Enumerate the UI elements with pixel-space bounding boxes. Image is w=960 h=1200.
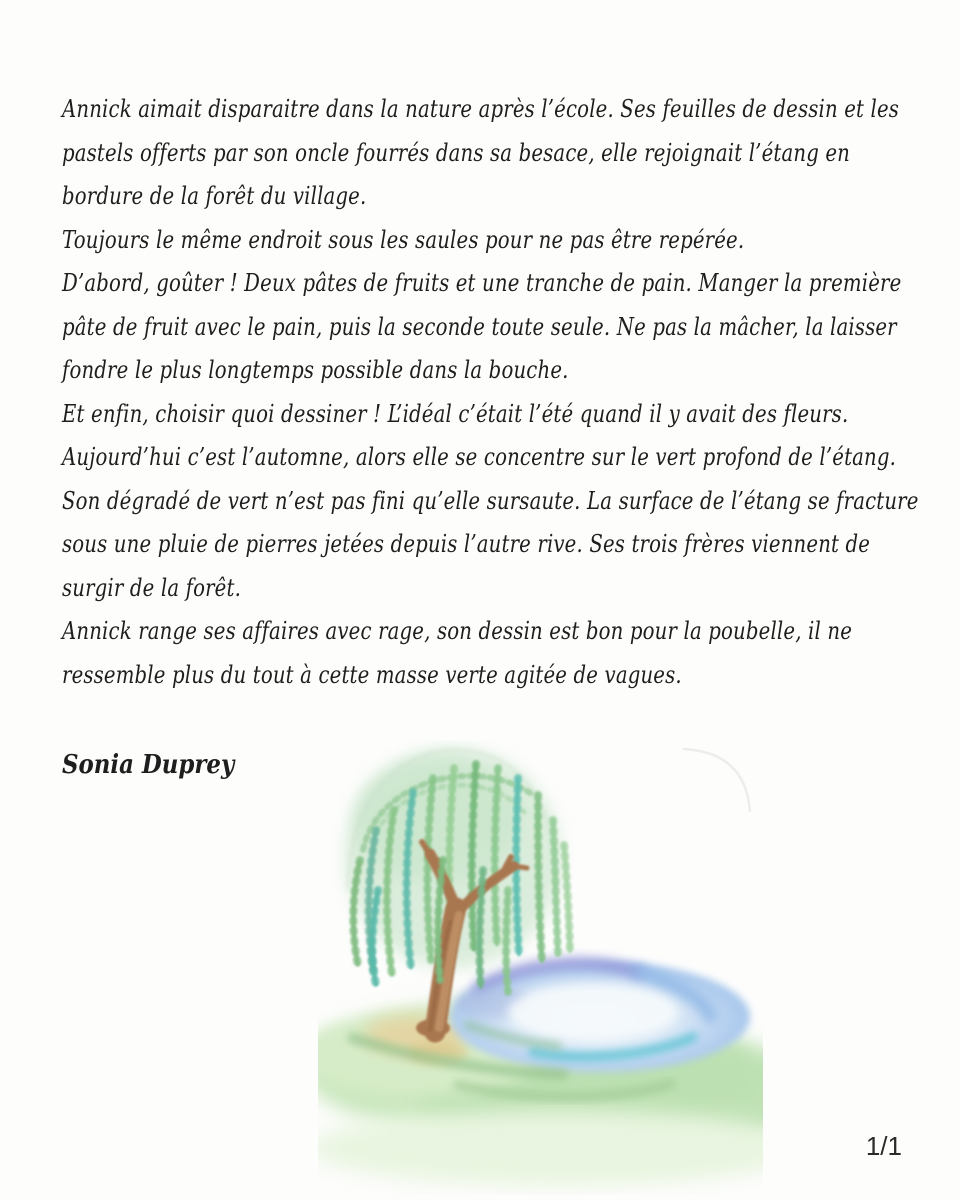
story-line: fondre le plus longtemps possible dans la bouche. [62,356,569,384]
story-line: surgir de la forêt. [62,573,241,602]
story-line: Annick range ses affaires avec rage, son dessin est bon pour la poubelle, il ne [62,617,853,645]
story-line: Annick aimait disparaitre dans la nature après l’école. Ses feuilles de dessin et les [62,95,900,123]
story-line: pastels offerts par son oncle fourrés dans sa besace, elle rejoignait l’étang en [62,138,851,167]
story-line: D’abord, goûter ! Deux pâtes de fruits et une tranche de pain. Manger la première [62,269,902,297]
story-line: bordure de la forêt du village. [62,182,367,210]
story-line: Aujourd’hui c’est l’automne, alors elle se concentre sur le vert profond de l’étang. [62,443,897,471]
story-line: Son dégradé de vert n’est pas fini qu’elle sursaute. La surface de l’étang se fracture [62,486,919,515]
page-number: 1/1 [865,1131,902,1161]
story-line: Et enfin, choisir quoi dessiner ! L’idéal c’était l’été quand il y avait des fleurs. [62,399,849,428]
paper-corner-edge [683,749,750,812]
story-line: Toujours le même endroit sous les saules pour ne pas être repérée. [62,225,745,254]
watercolor-illustration [318,740,763,1195]
story-text [62,88,960,697]
story-line: ressemble plus du tout à cette masse verte agitée de vagues. [62,660,682,689]
author-name: Sonia Duprey [62,750,235,780]
story-line: sous une pluie de pierres jetées depuis l’autre rive. Ses trois frères viennent de [62,530,871,558]
story-line: pâte de fruit avec le pain, puis la seconde toute seule. Ne pas la mâcher, la laisser [62,312,897,341]
